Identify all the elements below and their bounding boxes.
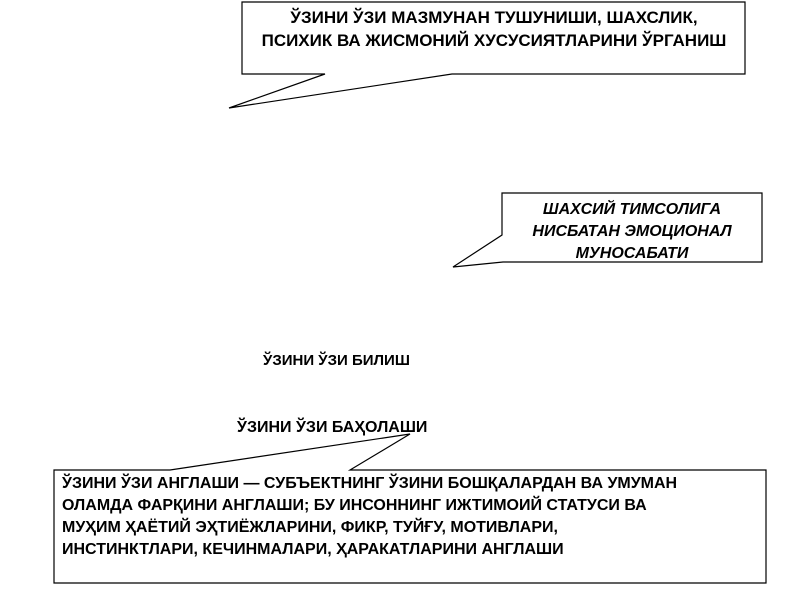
callout-top-line-2: ПСИХИК ВА ЖИСМОНИЙ ХУСУСИЯТЛАРИНИ ЎРГАНИШ: [261, 31, 727, 50]
label-self-assessment: ЎЗИНИ ЎЗИ БАҲОЛАШИ: [237, 419, 428, 436]
callout-bottom-line-3: МУҲИМ ҲАЁТИЙ ЭҲТИЁЖЛАРИНИ, ФИКР, ТУЙҒУ, МОТИВЛАРИ,: [62, 519, 558, 536]
callout-middle-line-2: НИСБАТАН ЭМОЦИОНАЛ: [532, 223, 732, 240]
callout-middle-text: [502, 199, 762, 265]
callout-middle-line-1: ШАХСИЙ ТИМСОЛИГА: [542, 201, 722, 218]
callout-top-text: [244, 6, 744, 52]
callout-bottom-line-2: ОЛАМДА ФАРҚИНИ АНГЛАШИ; БУ ИНСОННИНГ ИЖТИМОИЙ СТАТУСИ ВА: [62, 497, 647, 514]
callout-middle-line-3: МУНОСАБАТИ: [575, 245, 689, 262]
callout-bottom-text: [62, 473, 762, 561]
callout-bottom-line-1: ЎЗИНИ ЎЗИ АНГЛАШИ — СУБЪЕКТНИНГ ЎЗИНИ БОШҚАЛАРДАН ВА УМУМАН: [62, 475, 678, 492]
callout-bottom-line-4: ИНСТИНКТЛАРИ, КЕЧИНМАЛАРИ, ҲАРАКАТЛАРИНИ АНГЛАШИ: [62, 541, 564, 558]
label-self-knowledge: ЎЗИНИ ЎЗИ БИЛИШ: [263, 352, 410, 369]
callout-top-line-1: ЎЗИНИ ЎЗИ МАЗМУНАН ТУШУНИШИ, ШАХСЛИК,: [290, 8, 698, 27]
